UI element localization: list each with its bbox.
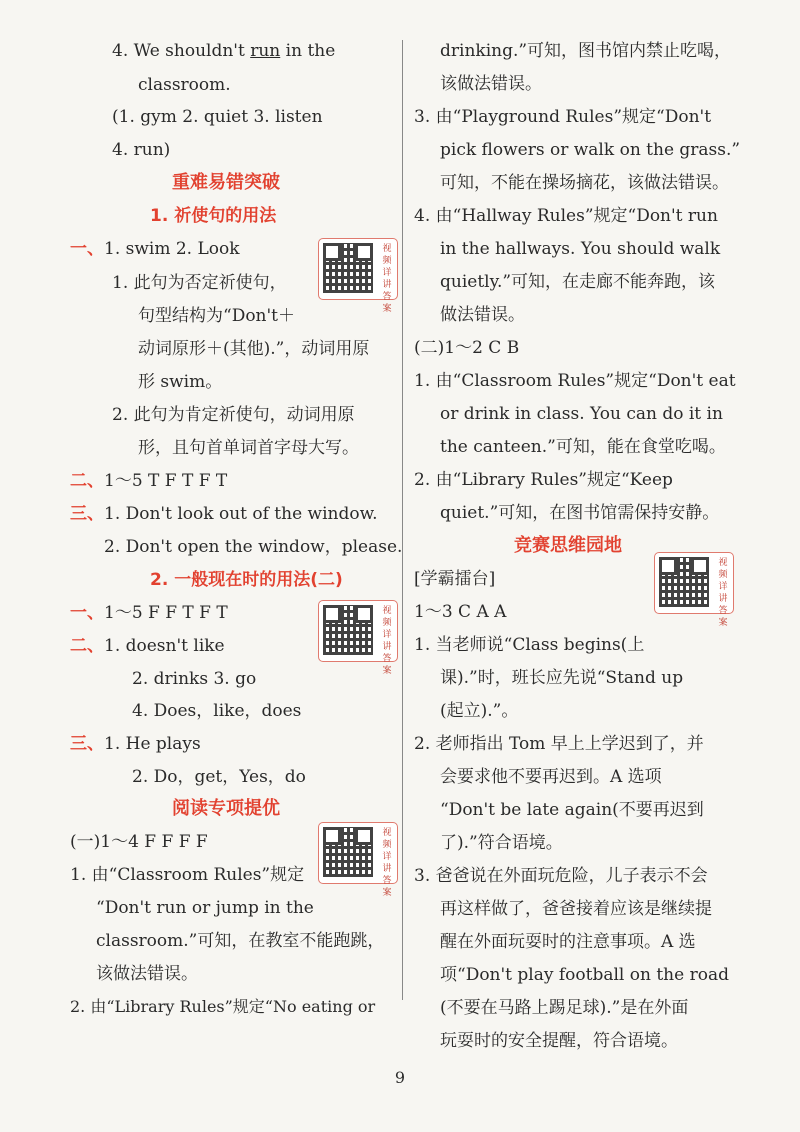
subsection-heading: 1. 祈使句的用法 bbox=[150, 206, 277, 226]
section-label: [学霸擂台] bbox=[414, 569, 496, 589]
explanation-line: 做法错误。 bbox=[440, 305, 525, 325]
answer-line: 1～5 F F T F T bbox=[104, 603, 228, 623]
answer-line: 4. Does，like，does bbox=[132, 701, 302, 721]
explanation-line: quietly.”可知，在走廊不能奔跑，该 bbox=[440, 272, 716, 292]
qr-code-video-answer[interactable] bbox=[318, 238, 398, 314]
explanation-line: 1. 由“Classroom Rules”规定 bbox=[70, 865, 305, 885]
qr-label: 视频详讲答案 bbox=[718, 558, 728, 628]
answer-line: 1. Don't look out of the window. bbox=[104, 504, 378, 524]
explanation-line: 该做法错误。 bbox=[96, 964, 198, 984]
explanation-line: “Don't be late again(不要再迟到 bbox=[440, 800, 704, 820]
explanation-line: 2. 由“Library Rules”规定“No eating or bbox=[70, 997, 376, 1016]
explanation-line: 形，且句首单词首字母大写。 bbox=[138, 438, 359, 458]
explanation-line: 1. 当老师说“Class begins(上 bbox=[414, 635, 645, 655]
answer-line: 4. We shouldn't run in the bbox=[112, 41, 336, 61]
section-heading: 重难易错突破 bbox=[172, 172, 280, 193]
explanation-line: pick flowers or walk on the grass.” bbox=[440, 140, 741, 160]
answer-line: 1～3 C A A bbox=[414, 602, 507, 622]
qr-code-video-answer[interactable] bbox=[654, 552, 734, 628]
explanation-line: 1. 由“Classroom Rules”规定“Don't eat bbox=[414, 371, 736, 391]
explanation-line: 该做法错误。 bbox=[440, 74, 542, 94]
qr-label: 视频详讲答案 bbox=[382, 828, 392, 898]
answer-line: 1. doesn't like bbox=[104, 636, 225, 656]
answer-line: (1. gym 2. quiet 3. listen bbox=[112, 107, 323, 127]
answer-line: 2. Don't open the window，please. bbox=[104, 537, 403, 557]
explanation-line: 再这样做了，爸爸接着应该是继续提 bbox=[440, 899, 712, 919]
explanation-line: in the hallways. You should walk bbox=[440, 239, 721, 259]
section-heading: 阅读专项提优 bbox=[172, 798, 280, 819]
qr-label: 视频详讲答案 bbox=[382, 606, 392, 676]
explanation-line: classroom.”可知，在教室不能跑跳， bbox=[96, 931, 385, 951]
explanation-line: (起立).”。 bbox=[440, 701, 519, 721]
explanation-line: quiet.”可知，在图书馆需保持安静。 bbox=[440, 503, 720, 523]
qr-code-icon bbox=[323, 243, 373, 293]
explanation-line: 醒在外面玩耍时的注意事项。A 选 bbox=[440, 932, 696, 952]
qr-code-icon bbox=[323, 605, 373, 655]
explanation-line: 会要求他不要再迟到。A 选项 bbox=[440, 767, 662, 787]
explanation-line: 了).”符合语境。 bbox=[440, 833, 563, 853]
explanation-line: 2. 此句为肯定祈使句，动词用原 bbox=[112, 405, 355, 425]
answer-line: 1～5 T F T F T bbox=[104, 471, 228, 491]
answer-line: (一)1～4 F F F F bbox=[70, 832, 208, 852]
explanation-line: “Don't run or jump in the bbox=[96, 898, 314, 918]
part-marker: 三、 bbox=[70, 504, 104, 524]
answer-line: 4. run) bbox=[112, 140, 171, 160]
qr-label: 视频详讲答案 bbox=[382, 244, 392, 314]
explanation-line: or drink in class. You can do it in bbox=[440, 404, 723, 424]
answer-line: classroom. bbox=[138, 75, 231, 95]
explanation-line: 4. 由“Hallway Rules”规定“Don't run bbox=[414, 206, 718, 226]
explanation-line: 2. 由“Library Rules”规定“Keep bbox=[414, 470, 673, 490]
section-heading: 竞赛思维园地 bbox=[514, 535, 622, 556]
answer-line: 1. swim 2. Look bbox=[104, 239, 240, 259]
part-marker: 一、 bbox=[70, 603, 104, 623]
explanation-line: 1. 此句为否定祈使句， bbox=[112, 273, 287, 293]
explanation-line: 动词原形＋(其他).”，动词用原 bbox=[138, 339, 370, 359]
subsection-heading: 2. 一般现在时的用法(二) bbox=[150, 570, 343, 590]
part-marker: 二、 bbox=[70, 471, 104, 491]
answer-line: 2. Do，get，Yes，do bbox=[132, 767, 306, 787]
explanation-line: 玩耍时的安全提醒，符合语境。 bbox=[440, 1031, 678, 1051]
explanation-line: 可知，不能在操场摘花，该做法错误。 bbox=[440, 173, 729, 193]
explanation-line: 3. 由“Playground Rules”规定“Don't bbox=[414, 107, 712, 127]
qr-code-icon bbox=[323, 827, 373, 877]
explanation-line: 3. 爸爸说在外面玩危险，儿子表示不会 bbox=[414, 866, 708, 886]
answer-line: 1. He plays bbox=[104, 734, 201, 754]
part-marker: 一、 bbox=[70, 239, 104, 259]
qr-code-video-answer[interactable] bbox=[318, 600, 398, 676]
part-marker: 三、 bbox=[70, 734, 104, 754]
explanation-line: 课).”时，班长应先说“Stand up bbox=[440, 668, 684, 688]
explanation-line: the canteen.”可知，能在食堂吃喝。 bbox=[440, 437, 726, 457]
explanation-line: 2. 老师指出 Tom 早上上学迟到了，并 bbox=[414, 734, 704, 754]
qr-code-icon bbox=[659, 557, 709, 607]
qr-code-video-answer[interactable] bbox=[318, 822, 398, 898]
explanation-line: 项“Don't play football on the road bbox=[440, 965, 729, 985]
explanation-line: 句型结构为“Don't＋ bbox=[138, 306, 296, 326]
part-marker: 二、 bbox=[70, 636, 104, 656]
column-divider bbox=[402, 40, 403, 1000]
explanation-line: (不要在马路上踢足球).”是在外面 bbox=[440, 998, 689, 1018]
answer-line: 2. drinks 3. go bbox=[132, 669, 257, 689]
explanation-line: 形 swim。 bbox=[138, 372, 223, 392]
answer-line: (二)1～2 C B bbox=[414, 338, 520, 358]
explanation-line: drinking.”可知，图书馆内禁止吃喝， bbox=[440, 41, 732, 61]
page-number: 9 bbox=[394, 1068, 406, 1087]
